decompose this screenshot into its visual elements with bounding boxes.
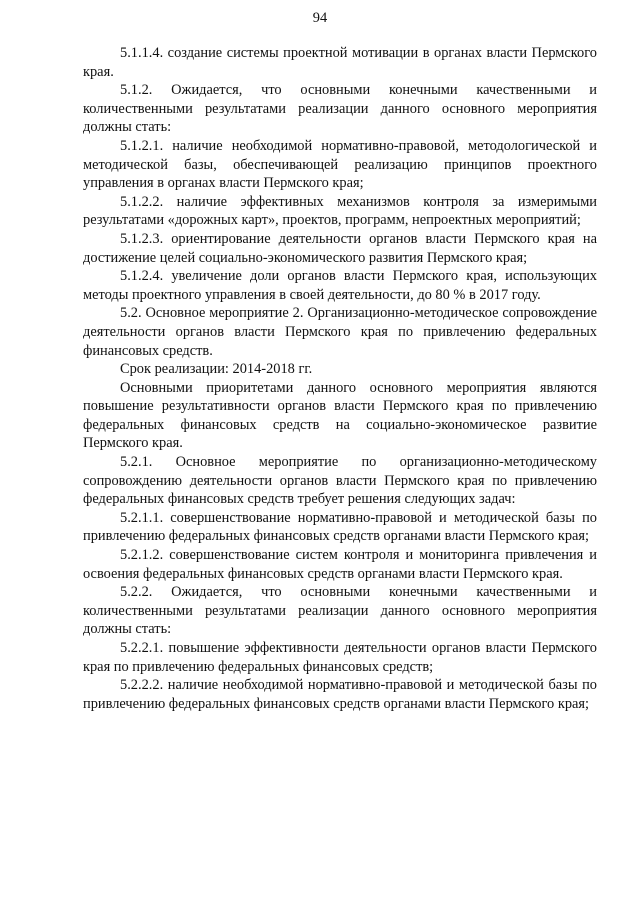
paragraph: 5.1.1.4. создание системы проектной мотивации в органах власти Пермского края. [83,45,597,80]
paragraph: 5.2.1.1. совершенствование нормативно-правовой и методической базы по привлечению федеральных финансовых средств органами власти Пермского края; [83,509,597,545]
paragraph: 5.2.1.2. совершенствование систем контроля и мониторинга привлечения и освоения федеральных финансовых средств органами власти Пермского края. [83,547,597,582]
paragraph: 5.2.2.2. наличие необходимой нормативно-правовой и методической базы по привлечению федеральных финансовых средств органами власти Пермского края; [83,677,597,712]
paragraph: 5.1.2.3. ориентирование деятельности органов власти Пермского края на достижение целей социально-экономического развития Пермского края; [83,230,597,266]
paragraph: 5.2.2. Ожидается, что основными конечными качественными и количественными результатами реализации данного основного мероприятия должны стать: [83,584,597,638]
body-text [83,44,597,713]
paragraph: 5.1.2.4. увеличение доли органов власти Пермского края, использующих методы проектного управления в своей деятельности, до 80 % в 2017 году. [83,268,597,303]
paragraph: 5.1.2.1. наличие необходимой нормативно-правовой, методологической и методической базы, обеспечивающей реализацию принципов проектного управления в органах власти Пермского края; [83,137,597,192]
paragraph: 5.2.2.1. повышение эффективности деятельности органов власти Пермского края по привлечению федеральных финансовых средств; [83,640,597,675]
paragraph: Основными приоритетами данного основного мероприятия являются повышение результативности органов власти Пермского края по привлечению федеральных финансовых средств на социально-экономическое развитие Пермского края. [83,379,597,452]
paragraph: Срок реализации: 2014-2018 гг. [120,361,313,378]
paragraph: 5.1.2. Ожидается, что основными конечными качественными и количественными результатами реализации данного основного мероприятия должны стать: [83,82,597,136]
paragraph: 5.2.1. Основное мероприятие по организационно-методическому сопровождению деятельности органов власти Пермского края по привлечению федеральных финансовых средств требует решения следующих задач: [83,454,597,508]
paragraph: 5.2. Основное мероприятие 2. Организационно-методическое сопровождение деятельности органов власти Пермского края по привлечению федеральных финансовых средств. [83,305,597,359]
page-number: 94 [312,10,328,26]
paragraph: 5.1.2.2. наличие эффективных механизмов контроля за измеримыми результатами «дорожных карт», проектов, программ, непроектных мероприятий; [83,193,597,229]
